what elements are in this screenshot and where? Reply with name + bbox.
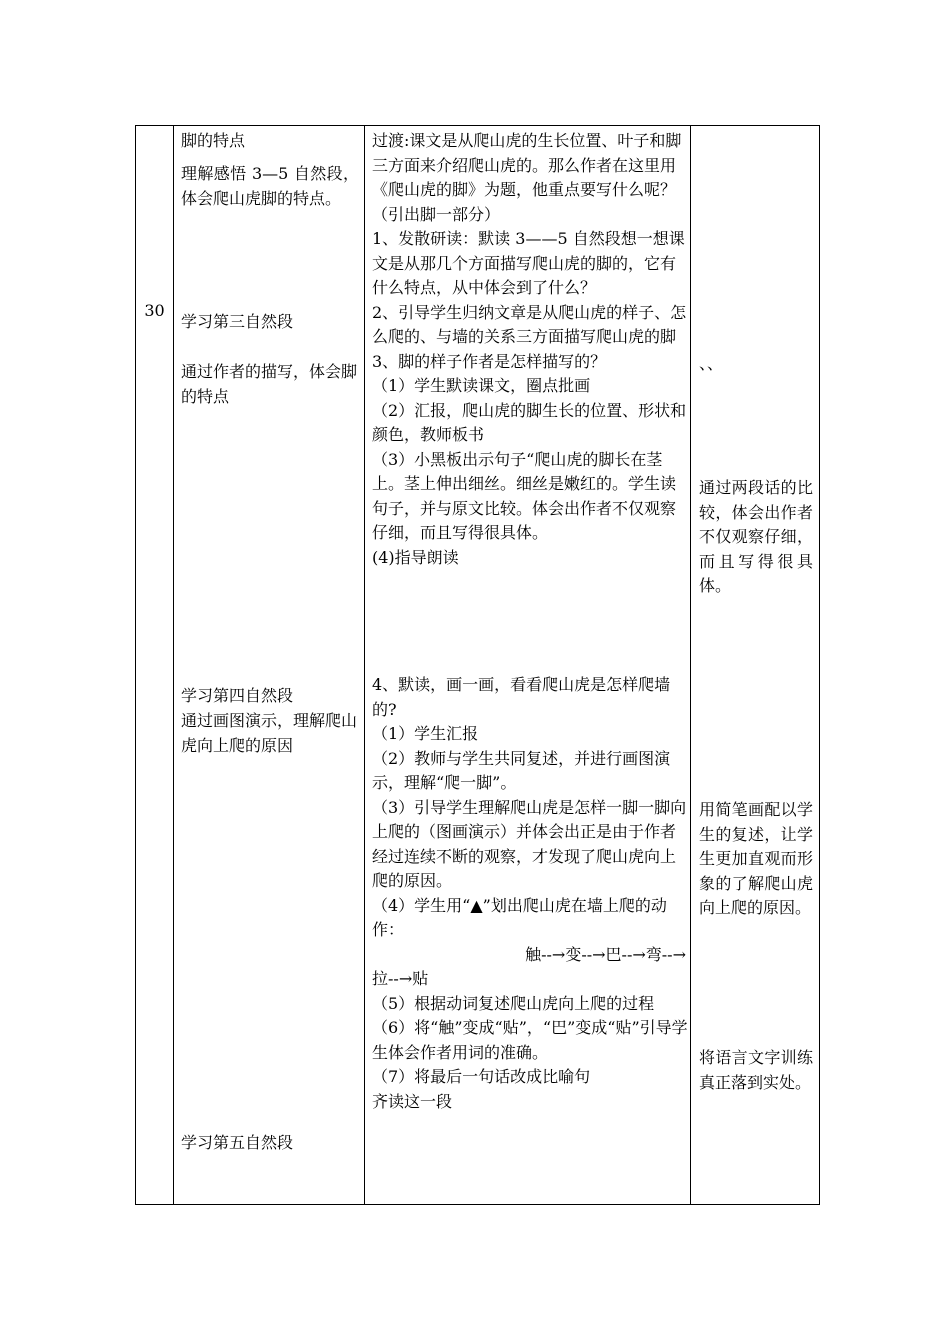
- process-step-3: 3、脚的样子作者是怎样描写的？: [372, 351, 607, 371]
- objective-paragraph-5: 学习第五自然段: [181, 1133, 294, 1152]
- process-step-3-1: （1）学生默读课文，圈点批画: [372, 376, 591, 395]
- teaching-process-top: [372, 129, 688, 570]
- column-divider: [690, 126, 691, 1204]
- objective-drawing-demo: 通过画图演示，理解爬山虎向上爬的原因: [181, 711, 358, 755]
- process-transition: 过渡:课文是从爬山虎的生长位置、叶子和脚三方面来介绍爬山虎的。那么作者在这里用《爬山虎的脚》为题，他重点要写什么呢？（引出脚一部分）: [372, 131, 682, 224]
- design-note-drawing: 用简笔画配以学生的复述，让学生更加直观而形象的了解爬山虎向上爬的原因。: [699, 800, 813, 917]
- process-step-4-3: （3）引导学生理解爬山虎是怎样一脚一脚向上爬的（图画演示）并体会出正是由于作者经过连续不断的观察，才发现了爬山虎向上爬的原因。: [372, 797, 687, 890]
- objective-paragraph-4: 学习第四自然段: [181, 686, 294, 705]
- design-note-marks: 、、: [699, 354, 724, 373]
- process-step-3-2: （2）汇报，爬山虎的脚生长的位置、形状和颜色，教师板书: [372, 400, 687, 444]
- column-divider: [173, 126, 174, 1204]
- process-step-4-1: （1）学生汇报: [372, 724, 479, 743]
- process-step-4: 4、默读，画一画，看看爬山虎是怎样爬墙的?: [372, 675, 671, 719]
- process-step-4-5: （5）根据动词复述爬山虎向上爬的过程: [372, 993, 655, 1013]
- objective-author-description: 通过作者的描写，体会脚的特点: [181, 362, 358, 406]
- process-step-4-7: （7）将最后一句话改成比喻句: [372, 1067, 591, 1086]
- process-step-4-2: （2）教师与学生共同复述，并进行画图演示，理解“爬一脚”。: [372, 748, 671, 792]
- process-step-4-6: （6）将“触”变成“贴”，“巴”变成“贴”引导学生体会作者用词的准确。: [372, 1018, 688, 1062]
- process-step-4-4: （4）学生用“▲”划出爬山虎在墙上爬的动作：: [372, 895, 667, 939]
- process-read-aloud: 齐读这一段: [372, 1091, 453, 1111]
- objective-paragraph-3: 学习第三自然段: [181, 312, 294, 331]
- design-note-comparison: 通过两段话的比较，体会出作者不仅观察仔细，而且写得很具体。: [699, 478, 813, 595]
- process-step-3-3: （3）小黑板出示句子“爬山虎的脚长在茎上。茎上伸出细丝。细丝是嫩红的。学生读句子，并与原文比较。体会出作者不仅观察仔细，而且写得很具体。: [372, 449, 677, 542]
- objective-understand-3-5: 理解感悟 3—5 自然段，体会爬山虎脚的特点。: [181, 164, 359, 208]
- design-note-language: 将语言文字训练真正落到实处。: [699, 1048, 813, 1092]
- teaching-process-bottom: [372, 673, 688, 1114]
- objective-feet-features: 脚的特点: [181, 131, 246, 150]
- process-step-3-4: (4)指导朗读: [372, 547, 459, 567]
- column-divider: [364, 126, 365, 1204]
- verb-sequence-end: 拉--→贴: [372, 969, 429, 988]
- time-minutes: 30: [144, 301, 165, 320]
- process-step-1: 1、发散研读：默读 3——5 自然段想一想课文是从那几个方面描写爬山虎的脚的，它有什么特点，从中体会到了什么？: [372, 229, 685, 297]
- verb-sequence: 触--→变--→巴--→弯--→: [525, 944, 686, 964]
- process-step-2: 2、引导学生归纳文章是从爬山虎的样子、怎么爬的、与墙的关系三方面描写爬山虎的脚: [372, 302, 687, 346]
- lesson-table: [135, 125, 820, 1205]
